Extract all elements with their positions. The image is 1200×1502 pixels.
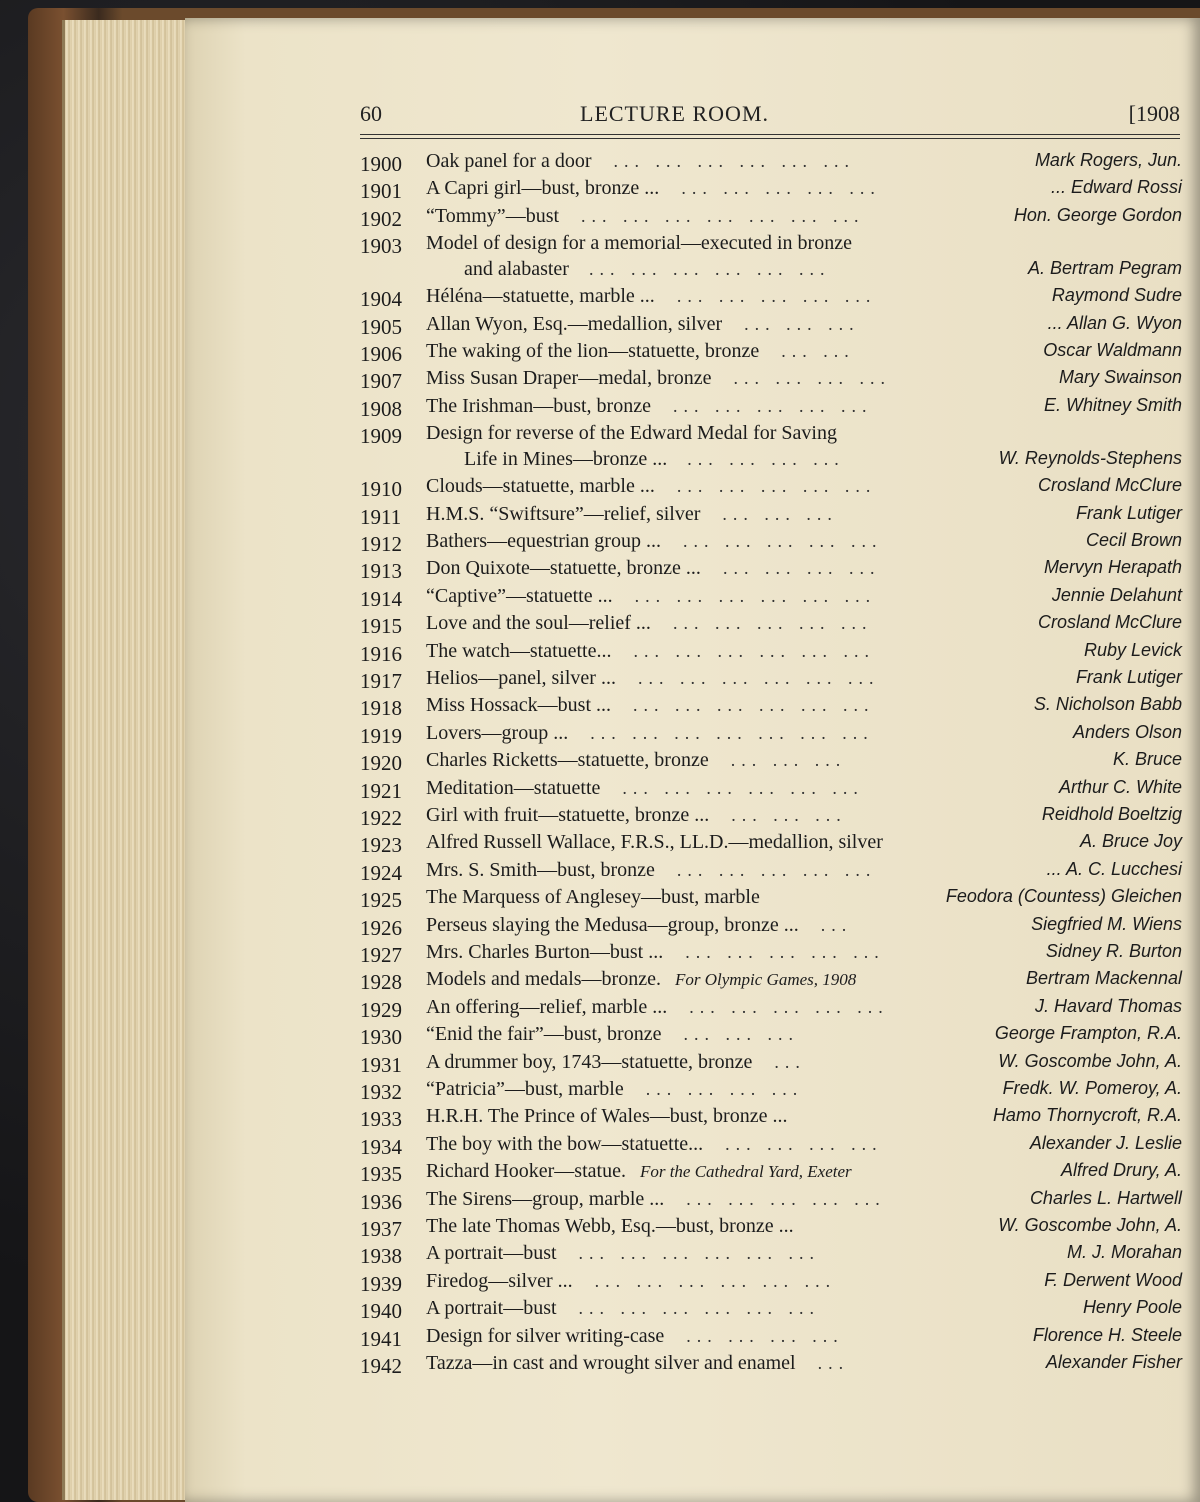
entry-title [426, 475, 876, 498]
entry-title-text: Richard Hooker—statue. [426, 1160, 626, 1183]
entry-artist: Siegfried M. Wiens [1031, 913, 1182, 934]
leader-dots: ... ... ... ... ... [676, 476, 877, 497]
entry-artist: S. Nicholson Babb [1033, 694, 1182, 715]
catalogue-entry [360, 831, 1184, 858]
leader-dots: ... ... ... ... ... ... [613, 151, 855, 171]
entry-title [426, 340, 855, 363]
entry-artist: Alexander J. Leslie [1029, 1132, 1182, 1153]
entry-artist: Oscar Waldmann [1043, 340, 1182, 360]
entry-number: 1926 [360, 915, 402, 940]
entry-title-text: Alfred Russell Wallace, F.R.S., LL.D.—medallion, silver [426, 831, 883, 854]
entry-artist: W. Reynolds-Stephens [998, 448, 1182, 469]
leader-dots: ... ... ... ... ... ... [594, 1270, 837, 1291]
entry-title-text: Tazza—in cast and wrought silver and enamel [426, 1352, 796, 1374]
leader-dots: ... ... ... ... ... [686, 1188, 886, 1209]
entry-title-text: Don Quixote—statuette, bronze ... [426, 557, 701, 580]
leader-dots: ... ... ... ... ... ... ... [590, 722, 874, 743]
entry-title-text: Miss Susan Draper—medal, bronze [426, 367, 712, 390]
entry-number: 1913 [360, 559, 402, 584]
catalogue-entry [360, 1133, 1184, 1160]
entry-title [426, 1078, 803, 1101]
entry-number: 1921 [360, 778, 402, 803]
entry-title [426, 1242, 820, 1265]
entry-number: 1919 [360, 723, 402, 748]
leader-dots: ... ... ... ... [725, 1133, 883, 1154]
entry-title-text: The boy with the bow—statuette... [426, 1132, 704, 1155]
leader-dots: ... ... ... ... [722, 558, 881, 579]
leader-dots: ... ... ... ... [686, 1325, 844, 1346]
entry-artist: A. Bruce Joy [1079, 831, 1182, 852]
entry-artist: Hon. George Gordon [1013, 204, 1182, 225]
catalogue-entry [360, 694, 1184, 721]
catalogue-entry [360, 804, 1184, 831]
entry-artist: Mark Rogers, Jun. [1034, 150, 1182, 170]
leader-dots: ... ... ... ... [645, 1079, 804, 1099]
entry-title [426, 530, 882, 553]
catalogue-entry [360, 367, 1184, 394]
catalogue-entry [360, 640, 1184, 667]
entry-number: 1900 [360, 152, 402, 176]
catalogue-entry [360, 886, 1184, 913]
entry-title [426, 886, 760, 909]
entry-title-text: Miss Hossack—bust ... [426, 694, 612, 717]
entry-title [426, 996, 889, 1019]
catalogue-entry [360, 1078, 1184, 1105]
catalogue-entry [360, 205, 1184, 232]
entry-number: 1912 [360, 532, 402, 556]
entry-title-text: The watch—statuette... [426, 639, 612, 662]
entry-number: 1903 [360, 234, 402, 259]
entry-title [426, 367, 891, 390]
catalogue-entry [360, 1242, 1184, 1269]
entry-number: 1909 [360, 424, 402, 449]
entry-title [426, 612, 872, 635]
entry-number: 1920 [360, 751, 402, 776]
entry-title [426, 1160, 852, 1183]
entry-number: 1933 [360, 1107, 402, 1132]
entry-title [426, 422, 837, 445]
entry-artist: Frank Lutiger [1075, 667, 1182, 687]
entry-number: 1934 [360, 1134, 402, 1159]
catalogue-entry [360, 1160, 1184, 1187]
entry-number: 1916 [360, 641, 402, 666]
entry-title [426, 557, 880, 580]
leader-dots: ... ... ... [722, 503, 838, 524]
entry-number: 1924 [360, 860, 402, 885]
catalogue-entry [360, 1023, 1184, 1050]
entry-artist: Sidney R. Burton [1045, 941, 1182, 961]
entry-number: 1901 [360, 179, 402, 204]
entry-artist: J. Havard Thomas [1034, 995, 1182, 1016]
entry-number: 1940 [360, 1299, 402, 1324]
entry-number: 1917 [360, 669, 402, 693]
catalogue-entry [360, 1325, 1184, 1352]
leader-dots: ... ... ... ... ... ... [588, 259, 831, 280]
entry-title-text: “Tommy”—bust [426, 204, 560, 227]
year-bracket: [1908 [1128, 101, 1180, 126]
entry-artist: Charles L. Hartwell [1029, 1187, 1182, 1208]
entry-artist: W. Goscombe John, A. [998, 1050, 1182, 1071]
entry-title-continuation [464, 258, 830, 281]
entry-number: 1923 [360, 833, 402, 858]
catalogue-entry [360, 914, 1184, 941]
entry-title [426, 205, 865, 228]
entry-number: 1918 [360, 696, 402, 721]
leader-dots: ... [817, 1353, 850, 1373]
leader-dots: ... ... ... ... ... [689, 996, 889, 1017]
entry-number: 1941 [360, 1326, 402, 1351]
leader-dots: ... ... ... ... ... ... [578, 1243, 821, 1264]
entry-artist: Alfred Drury, A. [1060, 1160, 1182, 1181]
entry-note: For Olympic Games, 1908 [674, 970, 857, 990]
leader-dots: ... ... ... ... ... ... ... [581, 205, 865, 226]
entry-title-line2: and alabaster [464, 258, 569, 281]
entry-title [426, 777, 864, 800]
entry-artist: Fredk. W. Pomeroy, A. [1002, 1078, 1182, 1098]
entry-number: 1905 [360, 314, 402, 339]
catalogue-entry [360, 340, 1184, 367]
entry-artist: Raymond Sudre [1051, 285, 1182, 306]
leader-dots: ... [820, 914, 853, 935]
entry-number: 1908 [360, 396, 402, 421]
catalogue-entry [360, 749, 1184, 776]
entry-artist: Hamo Thornycroft, R.A. [992, 1105, 1182, 1126]
entry-artist: ... Allan G. Wyon [1047, 312, 1182, 333]
catalogue-entry [360, 1188, 1184, 1215]
entry-artist: Jennie Delahunt [1051, 584, 1182, 605]
leader-dots: ... ... ... ... [687, 449, 845, 470]
entry-number: 1942 [360, 1354, 402, 1378]
entry-number: 1906 [360, 342, 402, 366]
leader-dots: ... ... ... ... ... ... [634, 585, 877, 606]
entry-number: 1939 [360, 1271, 402, 1296]
entry-title-text: Clouds—statuette, marble ... [426, 475, 655, 498]
entry-title-text: “Patricia”—bust, marble [426, 1078, 624, 1100]
entry-title-text: Design for silver writing-case [426, 1324, 665, 1347]
entry-title [426, 1105, 787, 1128]
entry-title-text: Models and medals—bronze. [426, 968, 661, 991]
entry-title [426, 395, 872, 418]
entry-title-text: The late Thomas Webb, Esq.—bust, bronze ... [426, 1215, 794, 1237]
catalogue-entry [360, 1105, 1184, 1132]
leader-dots: ... ... [781, 341, 855, 361]
entry-title-text: H.M.S. “Swiftsure”—relief, silver [426, 502, 701, 525]
entry-artist: W. Goscombe John, A. [998, 1215, 1182, 1235]
entry-title-text: The Sirens—group, marble ... [426, 1187, 665, 1210]
entry-artist: E. Whitney Smith [1043, 394, 1182, 415]
entry-artist: Crosland McClure [1037, 475, 1182, 496]
entry-title-text: Lovers—group ... [426, 721, 569, 744]
entry-artist: George Frampton, R.A. [994, 1023, 1182, 1044]
entry-artist: Ruby Levick [1083, 639, 1182, 660]
entry-title-text: “Enid the fair”—bust, bronze [426, 1023, 662, 1046]
page-number: 60 [360, 101, 382, 126]
entry-title [426, 1297, 820, 1320]
entry-title [426, 1325, 844, 1348]
catalogue-entry [360, 941, 1184, 968]
entry-number: 1928 [360, 970, 402, 995]
entry-title [426, 1215, 794, 1238]
entry-artist: Anders Olson [1072, 721, 1182, 742]
entry-artist: ... A. C. Lucchesi [1046, 858, 1182, 879]
entry-artist: Florence H. Steele [1032, 1324, 1182, 1345]
catalogue-entry [360, 1270, 1184, 1297]
catalogue-entry [360, 1352, 1184, 1379]
leader-dots: ... ... ... [731, 805, 847, 825]
catalogue-entry [360, 557, 1184, 584]
entry-number: 1937 [360, 1217, 402, 1241]
leader-dots: ... ... ... ... ... ... [578, 1298, 821, 1319]
leader-dots: ... ... ... ... ... [676, 286, 877, 307]
entry-artist: Henry Poole [1082, 1297, 1182, 1318]
entry-artist: A. Bertram Pegram [1027, 258, 1182, 279]
entry-number: 1910 [360, 477, 402, 502]
entry-number: 1929 [360, 997, 402, 1022]
entry-title [426, 1051, 806, 1074]
entry-title-text: A portrait—bust [426, 1242, 557, 1265]
entry-title-text: Meditation—statuette [426, 776, 601, 799]
leader-dots: ... ... ... ... ... ... [622, 777, 864, 798]
catalogue-entry [360, 313, 1184, 340]
catalogue-entry [360, 1051, 1184, 1078]
leader-dots: ... ... ... ... ... [672, 613, 873, 634]
entry-artist: Frank Lutiger [1075, 502, 1182, 523]
catalogue-entry [360, 859, 1184, 886]
catalogue-entry [360, 612, 1184, 639]
entry-title [426, 232, 852, 255]
entry-number: 1922 [360, 806, 402, 830]
entry-title-text: An offering—relief, marble ... [426, 995, 668, 1018]
entry-artist: Reidhold Boeltzig [1041, 804, 1182, 824]
entry-title-text: A portrait—bust [426, 1297, 557, 1320]
entry-title [426, 968, 856, 991]
entry-title-text: Mrs. Charles Burton—bust ... [426, 941, 664, 963]
entry-title [426, 914, 852, 937]
entry-number: 1904 [360, 287, 402, 312]
catalogue-entry [360, 530, 1184, 557]
page-edges [62, 20, 205, 1500]
entry-title [426, 150, 855, 173]
entry-title [426, 722, 874, 745]
entry-title-text: “Captive”—statuette ... [426, 584, 613, 607]
leader-dots: ... ... ... [744, 313, 860, 334]
entry-number: 1907 [360, 369, 402, 394]
entry-title [426, 177, 881, 200]
entry-title [426, 749, 846, 772]
entry-title-text: H.R.H. The Prince of Wales—bust, bronze ... [426, 1105, 788, 1128]
entry-artist: Mary Swainson [1058, 367, 1182, 388]
entry-number: 1930 [360, 1025, 402, 1050]
header-rule-second [360, 138, 1180, 139]
entry-number: 1938 [360, 1244, 402, 1269]
entry-title-text: A Capri girl—bust, bronze ... [426, 177, 660, 200]
entry-title-line2: Life in Mines—bronze ... [464, 448, 668, 471]
entry-number: 1935 [360, 1162, 402, 1187]
entry-artist: Mervyn Herapath [1043, 557, 1182, 578]
entry-title [426, 1352, 849, 1375]
entry-note: For the Cathedral Yard, Exeter [639, 1162, 852, 1182]
leader-dots: ... ... ... ... ... ... [637, 668, 880, 688]
leader-dots: ... ... ... ... ... ... [633, 640, 875, 661]
entry-artist: Alexander Fisher [1045, 1352, 1182, 1372]
entry-title-text: The Marquess of Anglesey—bust, marble [426, 886, 760, 909]
catalogue-entry [360, 1215, 1184, 1242]
entry-title-text: The Irishman—bust, bronze [426, 394, 651, 417]
entry-title [426, 831, 883, 854]
entry-title-text: Model of design for a memorial—executed in bronze [426, 232, 852, 255]
catalogue-entry [360, 722, 1184, 749]
entry-title-text: Bathers—equestrian group ... [426, 530, 661, 552]
catalogue-entry [360, 667, 1184, 694]
entry-number: 1931 [360, 1052, 402, 1077]
leader-dots: ... ... ... ... [733, 368, 891, 389]
leader-dots: ... ... ... ... ... [685, 942, 885, 962]
leader-dots: ... ... ... [730, 750, 847, 771]
leader-dots: ... [774, 1051, 806, 1072]
entry-title-text: Design for reverse of the Edward Medal for Saving [426, 422, 837, 445]
catalogue-entry [360, 150, 1184, 177]
leader-dots: ... ... ... ... ... ... [633, 695, 875, 716]
entry-title-text: Firedog—silver ... [426, 1269, 573, 1292]
entry-artist: Bertram Mackennal [1025, 968, 1182, 989]
catalogue-entry [360, 1297, 1184, 1324]
catalogue-entry [360, 996, 1184, 1023]
catalogue-entry [360, 475, 1184, 502]
entry-title [426, 804, 847, 827]
entry-title [426, 859, 876, 882]
entry-number: 1936 [360, 1189, 402, 1214]
entry-title [426, 503, 838, 526]
entry-title [426, 1023, 799, 1046]
entry-title [426, 585, 876, 608]
entry-title [426, 667, 879, 690]
entry-artist: Crosland McClure [1037, 612, 1182, 633]
entry-title-text: Love and the soul—relief ... [426, 612, 651, 635]
entry-title [426, 1270, 836, 1293]
entry-title-text: Helios—panel, silver ... [426, 667, 616, 689]
catalogue-entry [360, 232, 1184, 281]
catalogue-entry [360, 968, 1184, 995]
entry-title-text: Girl with fruit—statuette, bronze ... [426, 804, 710, 826]
entry-artist: Arthur C. White [1058, 776, 1182, 797]
catalogue-entry [360, 177, 1184, 204]
catalogue-entry [360, 422, 1184, 471]
entry-artist: Cecil Brown [1085, 530, 1182, 550]
entry-title [426, 640, 875, 663]
leader-dots: ... ... ... ... ... [676, 859, 877, 880]
entry-title [426, 1133, 883, 1156]
entry-title [426, 285, 876, 308]
entry-title [426, 313, 860, 336]
leader-dots: ... ... ... [683, 1024, 799, 1045]
leader-dots: ... ... ... ... ... [681, 178, 881, 199]
page-title: LECTURE ROOM. [580, 101, 769, 126]
entry-title-text: The waking of the lion—statuette, bronze [426, 340, 760, 362]
entry-title [426, 941, 885, 964]
entry-number: 1911 [360, 504, 402, 529]
entry-number: 1915 [360, 614, 402, 639]
entry-artist: ... Edward Rossi [1050, 177, 1182, 198]
leader-dots: ... ... ... ... ... [682, 531, 883, 551]
entry-artist: K. Bruce [1112, 749, 1182, 770]
entry-title [426, 1188, 886, 1211]
entry-title [426, 694, 875, 717]
leader-dots: ... ... ... ... ... [672, 395, 873, 416]
entry-title-text: Héléna—statuette, marble ... [426, 285, 655, 308]
catalogue-entry [360, 777, 1184, 804]
entry-title-text: A drummer boy, 1743—statuette, bronze [426, 1050, 753, 1073]
entry-title-text: Allan Wyon, Esq.—medallion, silver [426, 312, 723, 335]
catalogue-entry [360, 585, 1184, 612]
entry-number: 1932 [360, 1080, 402, 1104]
catalogue-entry [360, 503, 1184, 530]
entry-title-text: Mrs. S. Smith—bust, bronze [426, 858, 655, 881]
entry-number: 1902 [360, 206, 402, 231]
catalogue-entry [360, 285, 1184, 312]
entry-artist: Feodora (Countess) Gleichen [945, 886, 1182, 907]
entry-title-text: Charles Ricketts—statuette, bronze [426, 749, 709, 772]
entry-title-text: Oak panel for a door [426, 150, 592, 172]
entry-number: 1914 [360, 586, 402, 611]
entry-title-text: Perseus slaying the Medusa—group, bronze ... [426, 913, 799, 936]
entry-artist: M. J. Morahan [1066, 1242, 1182, 1263]
catalogue-entry [360, 395, 1184, 422]
entry-number: 1925 [360, 888, 402, 913]
running-head [360, 101, 1180, 135]
entry-artist: F. Derwent Wood [1044, 1269, 1182, 1290]
entry-number: 1927 [360, 943, 402, 967]
header-rule [360, 134, 1180, 135]
entry-title-continuation [464, 448, 845, 471]
